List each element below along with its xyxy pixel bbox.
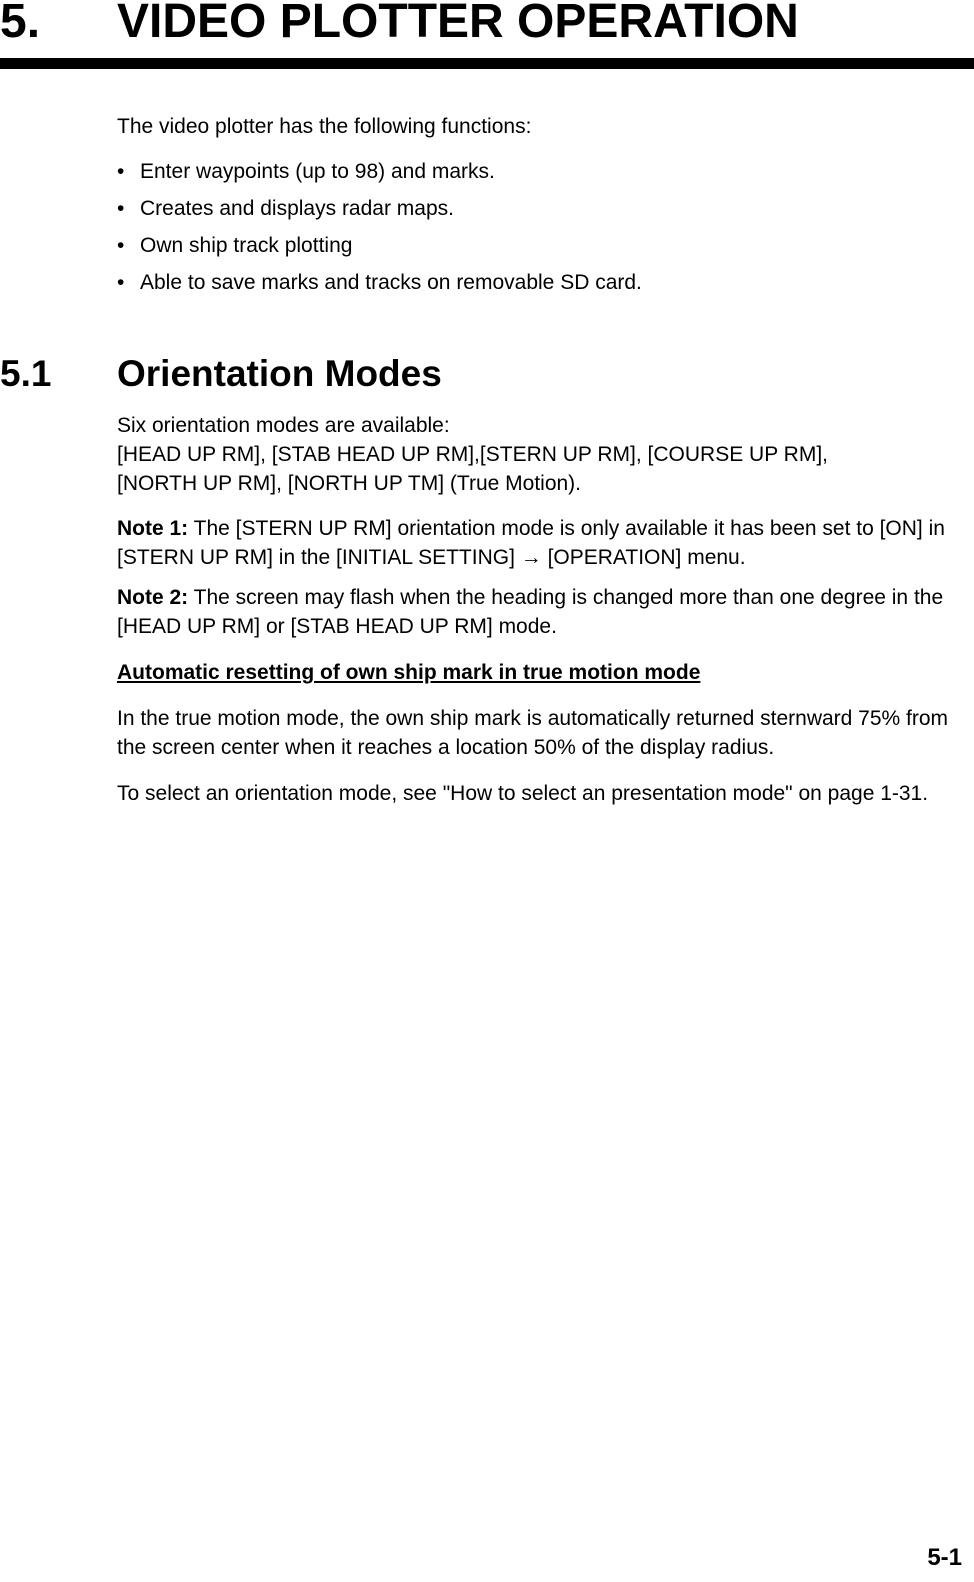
bullet-icon: • — [117, 234, 125, 257]
modes-intro: Six orientation modes are available: — [117, 414, 450, 437]
modes-paragraph — [117, 411, 965, 498]
bullet-icon: • — [117, 197, 125, 220]
note-1 — [117, 514, 965, 572]
list-item-text: Creates and displays radar maps. — [140, 197, 454, 220]
section-number: 5.1 — [0, 353, 52, 394]
modes-line-2: [NORTH UP RM], [NORTH UP TM] (True Motion). — [117, 472, 582, 495]
note-2-text: The screen may flash when the heading is changed more than one degree in the [HEAD UP RM] or [STAB HEAD UP RM] mode. — [117, 586, 944, 638]
note-2 — [117, 583, 965, 641]
bullet-icon: • — [117, 160, 125, 183]
list-item — [117, 194, 454, 223]
chapter-rule — [0, 58, 974, 69]
list-item — [117, 268, 642, 297]
list-item-text: Enter waypoints (up to 98) and marks. — [140, 160, 495, 183]
note-1-label: Note 1: — [117, 517, 189, 540]
bullet-icon: • — [117, 271, 125, 294]
list-item — [117, 157, 495, 186]
chapter-title — [0, 0, 799, 50]
subheading-auto-reset: Automatic resetting of own ship mark in true motion mode — [117, 661, 701, 684]
chapter-number: 5. — [0, 0, 41, 48]
chapter-title-text: VIDEO PLOTTER OPERATION — [117, 0, 799, 48]
list-item — [117, 231, 352, 260]
page-number: 5-1 — [927, 1544, 962, 1571]
section-title — [0, 352, 442, 396]
list-item-text: Own ship track plotting — [140, 234, 353, 257]
section-title-text: Orientation Modes — [117, 353, 442, 394]
auto-reset-paragraph: In the true motion mode, the own ship mark is automatically returned sternward 75% from the screen center when it reaches a location 50% of the display radius. — [117, 707, 949, 759]
select-mode-paragraph: To select an orientation mode, see "How to select an presentation mode" on page 1-31. — [117, 782, 929, 805]
note-2-label: Note 2: — [117, 586, 189, 609]
intro-paragraph: The video plotter has the following functions: — [117, 115, 532, 138]
list-item-text: Able to save marks and tracks on removable SD card. — [140, 271, 642, 294]
modes-line-1: [HEAD UP RM], [STAB HEAD UP RM],[STERN UP RM], [COURSE UP RM], — [117, 443, 828, 466]
note-1-text: The [STERN UP RM] orientation mode is only available it has been set to [ON] in [STERN UP RM] in the [INITIAL SETTING] → [OPERATION] menu. — [117, 517, 945, 569]
